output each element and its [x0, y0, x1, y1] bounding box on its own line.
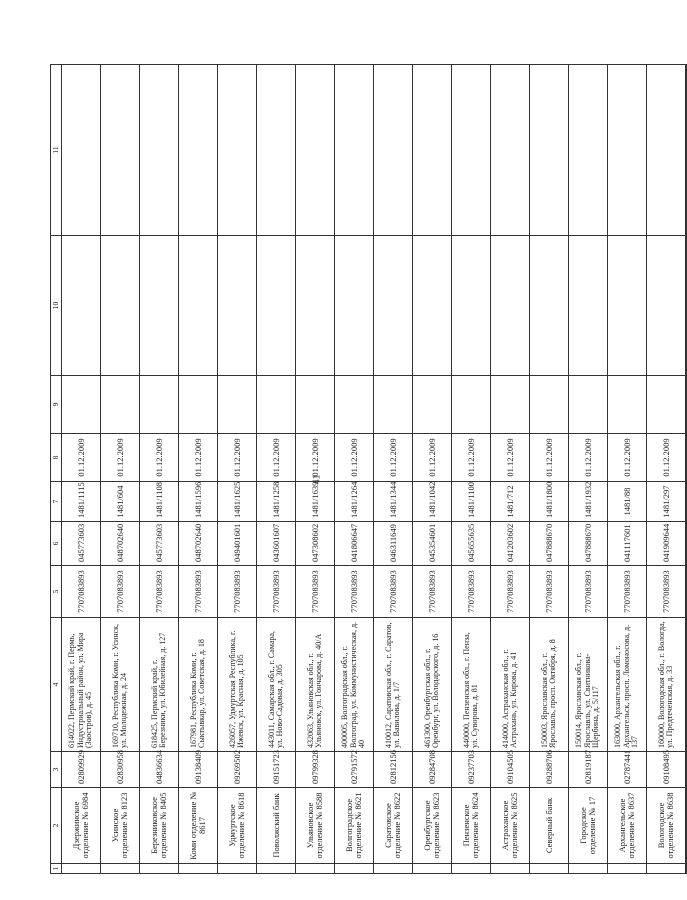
- cell-inn: 7707083893: [296, 566, 335, 618]
- cell-kpp: 047888670: [569, 522, 608, 566]
- cell-index: [179, 864, 218, 874]
- cell-inn: 7707083893: [374, 566, 413, 618]
- cell-kpp: 041909644: [647, 522, 686, 566]
- cell-registration-number: 1481/1115: [62, 482, 101, 522]
- cell-empty: [374, 376, 413, 434]
- cell-address: 432063, Ульяновская обл., г. Ульяновск, ул. Гончарова, д. 40/А: [296, 618, 335, 752]
- table-row: [296, 65, 335, 874]
- cell-empty: [491, 65, 530, 236]
- cell-kpp: 043601607: [257, 522, 296, 566]
- cell-inn: 7707083893: [179, 566, 218, 618]
- table-row: [179, 65, 218, 874]
- cell-index: [62, 864, 101, 874]
- cell-empty: [257, 236, 296, 376]
- cell-registration-number: 1481/1625: [218, 482, 257, 522]
- cell-date: 01.12.2009: [452, 434, 491, 482]
- cell-date: 01.12.2009: [647, 434, 686, 482]
- cell-inn: 7707083893: [101, 566, 140, 618]
- cell-empty: [686, 618, 687, 752]
- cell-empty: [257, 65, 296, 236]
- cell-inn: 7707083893: [608, 566, 647, 618]
- cell-registration-number: 1481/712: [491, 482, 530, 522]
- column-number: 7: [51, 482, 62, 522]
- cell-code: 02819187: [569, 752, 608, 788]
- cell-empty: [101, 376, 140, 434]
- cell-empty: [296, 376, 335, 434]
- cell-address: 163000, Архангельская обл., г. Архангельск, просп. Ломоносова, д. 137: [608, 618, 647, 752]
- cell-date: 01.12.2009: [140, 434, 179, 482]
- cell-index: [530, 864, 569, 874]
- column-number: 5: [51, 566, 62, 618]
- cell-empty: [686, 434, 687, 482]
- cell-index: [335, 864, 374, 874]
- cell-inn: 7707083893: [218, 566, 257, 618]
- cell-empty: [218, 65, 257, 236]
- cell-branch-name: Саратовское отделение № 8622: [374, 788, 413, 864]
- table-row: [530, 65, 569, 874]
- cell-index: [140, 864, 179, 874]
- cell-code: 04836634: [140, 752, 179, 788]
- cell-index: [569, 864, 608, 874]
- cell-address: 440000, Пензенская обл., г. Пенза, ул. Суворова, д. 81: [452, 618, 491, 752]
- cell-code: 09151723: [257, 752, 296, 788]
- cell-address: 461300, Оренбургская обл., г. Оренбург, ул. Володарского, д. 16: [413, 618, 452, 752]
- cell-branch-name: Архангельское отделение № 8637: [608, 788, 647, 864]
- table-row: [218, 65, 257, 874]
- cell-date: 01.12.2009: [335, 434, 374, 482]
- cell-empty: [608, 376, 647, 434]
- cell-empty: [62, 236, 101, 376]
- cell-kpp: 049401601: [218, 522, 257, 566]
- cell-inn: 7707083893: [335, 566, 374, 618]
- table-row: [413, 65, 452, 874]
- cell-date: 01.12.2009: [257, 434, 296, 482]
- column-number: 11: [51, 65, 62, 236]
- cell-empty: [140, 65, 179, 236]
- cell-inn: 7707083893: [569, 566, 608, 618]
- cell-address: 160000, Вологодская обл., г. Вологда, ул. Предтеченская, д. 33: [647, 618, 686, 752]
- cell-inn: 7707083893: [413, 566, 452, 618]
- cell-empty: [296, 236, 335, 376]
- cell-index: [452, 864, 491, 874]
- cell-empty: [530, 65, 569, 236]
- cell-empty: [647, 236, 686, 376]
- cell-branch-name: Дзержинское отделение № 6984: [62, 788, 101, 864]
- cell-empty: [530, 236, 569, 376]
- cell-empty: [686, 752, 687, 788]
- column-number: 2: [51, 788, 62, 864]
- table-row: [101, 65, 140, 874]
- table-row: [62, 65, 101, 874]
- cell-empty: [686, 864, 687, 874]
- cell-address: 618425, Пермский край, г. Березники, ул. Юбилейная, д. 127: [140, 618, 179, 752]
- cell-empty: [101, 236, 140, 376]
- table-row: [257, 65, 296, 874]
- cell-address: 426057, Удмуртская Республика, г. Ижевск, ул. Красная, д. 105: [218, 618, 257, 752]
- cell-empty: [686, 482, 687, 522]
- cell-branch-name: Ульяновское отделение № 8588: [296, 788, 335, 864]
- cell-empty: [374, 65, 413, 236]
- cell-branch-name: Северный банк: [530, 788, 569, 864]
- cell-branch-name: Усинское отделение № 8123: [101, 788, 140, 864]
- cell-date: 01.12.2009: [179, 434, 218, 482]
- cell-index: [374, 864, 413, 874]
- cell-address: 169710, Республика Коми, г. Усинск, ул. Молодежная, д. 24: [101, 618, 140, 752]
- cell-inn: 7707083893: [491, 566, 530, 618]
- cell-registration-number: 1481/604: [101, 482, 140, 522]
- cell-kpp: 045773603: [62, 522, 101, 566]
- cell-inn: 7707083893: [452, 566, 491, 618]
- page-number: 41: [311, 474, 323, 485]
- cell-registration-number: 1481/88: [608, 482, 647, 522]
- cell-kpp: 045354601: [413, 522, 452, 566]
- cell-empty: [686, 65, 687, 236]
- cell-index: [608, 864, 647, 874]
- cell-empty: [218, 236, 257, 376]
- table-row: [569, 65, 608, 874]
- cell-empty: [647, 376, 686, 434]
- cell-kpp: 047308602: [296, 522, 335, 566]
- cell-address: 443011, Самарская обл., г. Самара, ул. Ново-Садовая, д. 305: [257, 618, 296, 752]
- cell-index: [647, 864, 686, 874]
- cell-empty: [335, 236, 374, 376]
- cell-empty: [686, 522, 687, 566]
- cell-address: 410012, Саратовская обл., г. Саратов, ул. Вавилова, д. 1/7: [374, 618, 413, 752]
- table-row: [335, 65, 374, 874]
- cell-branch-name: Оренбургское отделение № 8623: [413, 788, 452, 864]
- cell-branch-name: Пензенское отделение № 8624: [452, 788, 491, 864]
- cell-empty: [101, 65, 140, 236]
- cell-registration-number: 1481/1108: [140, 482, 179, 522]
- cell-registration-number: 1481/1258: [257, 482, 296, 522]
- cell-code: 09138409: [179, 752, 218, 788]
- cell-address: 614022, Пермский край, г. Пермь, Индустриальный район, ул. Мира (Заостров), д. 45: [62, 618, 101, 752]
- cell-empty: [608, 236, 647, 376]
- cell-empty: [413, 65, 452, 236]
- cell-kpp: 046311649: [374, 522, 413, 566]
- cell-kpp: 041203602: [491, 522, 530, 566]
- table-row: [647, 65, 686, 874]
- register-rows: [62, 65, 687, 874]
- cell-kpp: 045773603: [140, 522, 179, 566]
- cell-registration-number: 1481/1639: [296, 482, 335, 522]
- cell-date: 01.12.2009: [296, 434, 335, 482]
- cell-empty: [608, 65, 647, 236]
- cell-empty: [179, 65, 218, 236]
- cell-empty: [647, 65, 686, 236]
- cell-code: 09104505: [491, 752, 530, 788]
- column-number: 6: [51, 522, 62, 566]
- table-row: [491, 65, 530, 874]
- cell-empty: [62, 376, 101, 434]
- cell-registration-number: 1481/1100: [452, 482, 491, 522]
- cell-inn: 7707083893: [140, 566, 179, 618]
- cell-empty: [686, 788, 687, 864]
- cell-empty: [452, 65, 491, 236]
- cell-address: 167981, Республика Коми, г. Сыктывкар, ул. Советская, д. 18: [179, 618, 218, 752]
- cell-empty: [686, 566, 687, 618]
- cell-branch-name: Астраханское отделение № 8625: [491, 788, 530, 864]
- cell-code: 09284708: [413, 752, 452, 788]
- column-number-row: [51, 65, 62, 874]
- cell-registration-number: 1481/1596: [179, 482, 218, 522]
- cell-registration-number: 1481/297: [647, 482, 686, 522]
- column-number: 1: [51, 864, 62, 874]
- cell-kpp: 048702640: [179, 522, 218, 566]
- cell-kpp: 041806647: [335, 522, 374, 566]
- cell-date: 01.12.2009: [62, 434, 101, 482]
- table-row: [608, 65, 647, 874]
- cell-branch-name: Волгоградское отделение № 8621: [335, 788, 374, 864]
- cell-kpp: 048702640: [101, 522, 140, 566]
- cell-code: 09799328: [296, 752, 335, 788]
- cell-code: 02812156: [374, 752, 413, 788]
- cell-empty: [374, 236, 413, 376]
- cell-kpp: 047888670: [530, 522, 569, 566]
- cell-kpp: 041117601: [608, 522, 647, 566]
- cell-date: 01.12.2009: [101, 434, 140, 482]
- register-table: [50, 64, 687, 874]
- cell-registration-number: 1481/1344: [374, 482, 413, 522]
- cell-empty: [569, 65, 608, 236]
- cell-empty: [413, 376, 452, 434]
- cell-date: 01.12.2009: [569, 434, 608, 482]
- cell-empty: [413, 236, 452, 376]
- table-row: [452, 65, 491, 874]
- cell-empty: [491, 236, 530, 376]
- cell-code: 02787441: [608, 752, 647, 788]
- cell-index: [218, 864, 257, 874]
- cell-index: [296, 864, 335, 874]
- cell-empty: [530, 376, 569, 434]
- cell-index: [257, 864, 296, 874]
- cell-empty: [686, 376, 687, 434]
- cell-branch-name: Вологодское отделение № 8638: [647, 788, 686, 864]
- cell-empty: [179, 236, 218, 376]
- cell-registration-number: 1481/1932: [569, 482, 608, 522]
- cell-code: 02830958: [101, 752, 140, 788]
- cell-inn: 7707083893: [647, 566, 686, 618]
- table-row: [374, 65, 413, 874]
- empty-row: [686, 65, 687, 874]
- cell-empty: [335, 65, 374, 236]
- column-number: 8: [51, 434, 62, 482]
- cell-empty: [296, 65, 335, 236]
- column-number: 3: [51, 752, 62, 788]
- cell-empty: [140, 236, 179, 376]
- column-number: 10: [51, 236, 62, 376]
- cell-address: 150003, Ярославская обл., г. Ярославль, просп. Октября, д. 8: [530, 618, 569, 752]
- cell-registration-number: 1481/1800: [530, 482, 569, 522]
- cell-code: 09288706: [530, 752, 569, 788]
- cell-date: 01.12.2009: [530, 434, 569, 482]
- cell-index: [101, 864, 140, 874]
- cell-branch-name: Коми отделение № 8617: [179, 788, 218, 864]
- cell-address: 150014, Ярославская обл., г. Ярославль, ул. Свитникова-Щербина, д. 5/117: [569, 618, 608, 752]
- cell-kpp: 045655635: [452, 522, 491, 566]
- cell-index: [491, 864, 530, 874]
- cell-branch-name: Удмуртское отделение № 8618: [218, 788, 257, 864]
- cell-date: 01.12.2009: [374, 434, 413, 482]
- cell-address: 414000, Астраханская обл., г. Астрахань, ул. Кирова, д. 41: [491, 618, 530, 752]
- cell-registration-number: 1481/1042: [413, 482, 452, 522]
- column-number: 4: [51, 618, 62, 752]
- table-row: [140, 65, 179, 874]
- cell-empty: [452, 236, 491, 376]
- cell-empty: [569, 376, 608, 434]
- cell-code: 09108495: [647, 752, 686, 788]
- cell-index: [413, 864, 452, 874]
- cell-date: 01.12.2009: [218, 434, 257, 482]
- cell-registration-number: 1481/1264: [335, 482, 374, 522]
- register-table-frame: [50, 65, 675, 874]
- cell-date: 01.12.2009: [491, 434, 530, 482]
- cell-empty: [179, 376, 218, 434]
- cell-empty: [218, 376, 257, 434]
- cell-inn: 7707083893: [530, 566, 569, 618]
- cell-inn: 7707083893: [257, 566, 296, 618]
- cell-date: 01.12.2009: [608, 434, 647, 482]
- cell-code: 02791572: [335, 752, 374, 788]
- cell-empty: [569, 236, 608, 376]
- cell-address: 400005, Волгоградская обл., г. Волгоград, ул. Коммунистическая, д. 40: [335, 618, 374, 752]
- cell-code: 09269502: [218, 752, 257, 788]
- cell-empty: [62, 65, 101, 236]
- cell-code: 02809929: [62, 752, 101, 788]
- cell-empty: [257, 376, 296, 434]
- cell-empty: [452, 376, 491, 434]
- column-number: 9: [51, 376, 62, 434]
- cell-inn: 7707083893: [62, 566, 101, 618]
- cell-empty: [335, 376, 374, 434]
- cell-branch-name: Березниковское отделение № 8405: [140, 788, 179, 864]
- cell-empty: [491, 376, 530, 434]
- cell-empty: [686, 236, 687, 376]
- cell-empty: [140, 376, 179, 434]
- cell-branch-name: Городское отделение № 17: [569, 788, 608, 864]
- cell-date: 01.12.2009: [413, 434, 452, 482]
- cell-code: 09237703: [452, 752, 491, 788]
- cell-branch-name: Поволжский банк: [257, 788, 296, 864]
